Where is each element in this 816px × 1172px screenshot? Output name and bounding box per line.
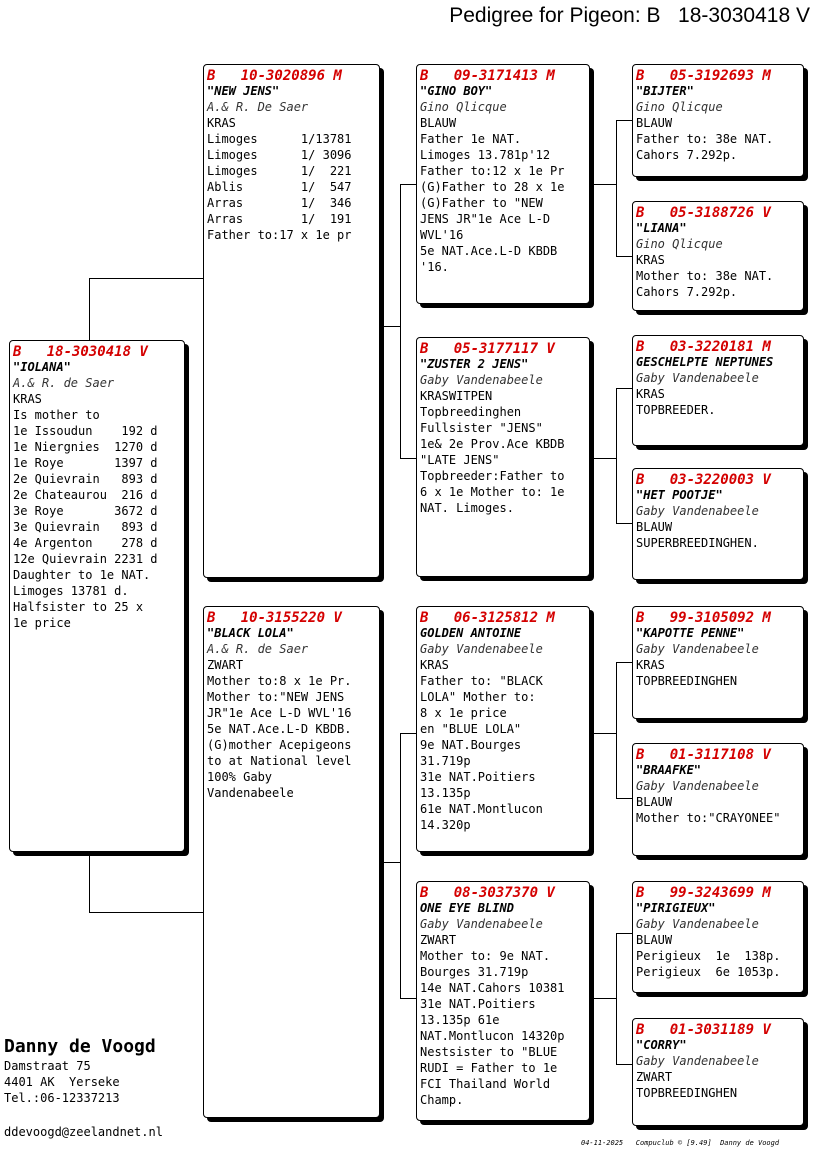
pigeon-info-line: SUPERBREEDINGHEN.	[636, 536, 759, 550]
pigeon-info-line: 14.320p	[420, 818, 471, 832]
pigeon-ring-number: B 10-3020896 M	[207, 68, 342, 84]
pigeon-breeder: Gaby Vandenabeele	[420, 373, 543, 387]
pigeon-info-line: Cahors 7.292p.	[636, 148, 738, 162]
pigeon-info-line: BLAUW	[636, 795, 673, 809]
pigeon-info-line: Topbreeder:Father to	[420, 469, 565, 483]
pigeon-info-line: 14e NAT.Cahors 10381	[420, 981, 565, 995]
connector-line	[400, 733, 416, 734]
pigeon-card-fmm	[632, 468, 804, 580]
pigeon-info-line: 2e Quievrain 893 d	[13, 472, 158, 486]
pigeon-name: GESCHELPTE NEPTUNES	[636, 355, 774, 369]
pigeon-breeder: A.& R. De Saer	[207, 100, 309, 114]
pigeon-name: "HET POOTJE"	[636, 488, 723, 502]
pigeon-info-line: Limoges 13781 d.	[13, 584, 129, 598]
pigeon-info-line: 13.135p 61e	[420, 1013, 500, 1027]
pigeon-ring-number: B 01-3117108 V	[636, 747, 771, 763]
pigeon-info-line: 1e Roye 1397 d	[13, 456, 158, 470]
pigeon-info-line: Fullsister "JENS"	[420, 421, 543, 435]
pigeon-info-line: BLAUW	[636, 116, 673, 130]
pigeon-breeder: Gaby Vandenabeele	[420, 917, 543, 931]
owner-name: Danny de Voogd	[4, 1036, 156, 1057]
pigeon-breeder: Gaby Vandenabeele	[636, 779, 759, 793]
pigeon-info-line: Mother to:8 x 1e Pr.	[207, 674, 352, 688]
pigeon-info-line: LOLA" Mother to:	[420, 690, 536, 704]
pigeon-info-line: (G)Father to "NEW	[420, 196, 543, 210]
pigeon-breeder: Gaby Vandenabeele	[636, 371, 759, 385]
pigeon-info-line: KRAS	[636, 658, 665, 672]
page-title: Pedigree for Pigeon: B 18-3030418 V	[449, 4, 810, 27]
pigeon-card-fff	[632, 64, 804, 177]
connector-line	[616, 933, 632, 934]
pigeon-info-line: 6 x 1e Mother to: 1e	[420, 485, 565, 499]
pigeon-info-line: TOPBREEDER.	[636, 403, 716, 417]
connector-line	[89, 278, 203, 279]
connector-line	[616, 662, 632, 663]
pigeon-info-line: Is mother to	[13, 408, 100, 422]
connector-line	[380, 862, 400, 863]
pigeon-card-mother	[203, 606, 380, 1118]
pigeon-breeder: Gaby Vandenabeele	[636, 917, 759, 931]
owner-block	[4, 1036, 156, 1106]
pigeon-info-line: "LATE JENS"	[420, 453, 500, 467]
pigeon-card-father	[203, 64, 380, 578]
pigeon-info-line: ZWART	[207, 658, 244, 672]
pigeon-info-line: Arras 1/ 346	[207, 196, 352, 210]
pigeon-name: ONE EYE BLIND	[420, 901, 514, 915]
pigeon-info-line: (G)Father to 28 x 1e	[420, 180, 565, 194]
pigeon-name: "LIANA"	[636, 221, 687, 235]
pigeon-info-line: ZWART	[420, 933, 457, 947]
pigeon-info-line: Mother to:"NEW JENS	[207, 690, 345, 704]
pigeon-info-line: JR"1e Ace L-D WVL'16	[207, 706, 352, 720]
pigeon-info-line: KRAS	[207, 116, 236, 130]
pigeon-info-line: BLAUW	[636, 933, 673, 947]
pigeon-info-line: Limoges 1/13781	[207, 132, 352, 146]
pigeon-info-line: en "BLUE LOLA"	[420, 722, 522, 736]
owner-street: Damstraat 75	[4, 1059, 91, 1073]
pigeon-card-mff	[632, 606, 804, 719]
pigeon-info-line: 5e NAT.Ace.L-D KBDB	[420, 244, 558, 258]
pigeon-name: "GINO BOY"	[420, 84, 493, 98]
pigeon-info-line: Father to: "BLACK	[420, 674, 543, 688]
pigeon-info-line: KRAS	[13, 392, 42, 406]
pigeon-info-line: KRAS	[420, 658, 449, 672]
pigeon-info-line: Perigieux 6e 1053p.	[636, 965, 781, 979]
pigeon-info-line: 5e NAT.Ace.L-D KBDB.	[207, 722, 352, 736]
pigeon-info-line: KRAS	[636, 253, 665, 267]
pigeon-info-line: Halfsister to 25 x	[13, 600, 144, 614]
pigeon-ring-number: B 05-3192693 M	[636, 68, 771, 84]
pigeon-card-ff	[416, 64, 590, 304]
pigeon-ring-number: B 01-3031189 V	[636, 1022, 771, 1038]
pigeon-breeder: Gaby Vandenabeele	[636, 504, 759, 518]
pigeon-ring-number: B 05-3188726 V	[636, 205, 771, 221]
connector-line	[400, 998, 416, 999]
pigeon-info-line: BLAUW	[420, 116, 457, 130]
pigeon-ring-number: B 10-3155220 V	[207, 610, 342, 626]
pigeon-info-line: 8 x 1e price	[420, 706, 507, 720]
pigeon-info-line: 4e Argenton 278 d	[13, 536, 158, 550]
pigeon-breeder: Gino Qlicque	[420, 100, 507, 114]
pigeon-ring-number: B 06-3125812 M	[420, 610, 555, 626]
pigeon-info-line: 1e Niergnies 1270 d	[13, 440, 158, 454]
pigeon-info-line: Cahors 7.292p.	[636, 285, 738, 299]
pigeon-info-line: 100% Gaby	[207, 770, 273, 784]
owner-email: ddevoogd@zeelandnet.nl	[4, 1125, 163, 1139]
connector-line	[89, 278, 90, 340]
pigeon-info-line: Mother to: 38e NAT.	[636, 269, 774, 283]
pigeon-info-line: Father to:17 x 1e pr	[207, 228, 352, 242]
connector-line	[590, 458, 616, 459]
pigeon-name: "BLACK LOLA"	[207, 626, 294, 640]
pigeon-name: "BRAAFKE"	[636, 763, 702, 777]
connector-line	[400, 184, 416, 185]
footer-credit: 04-11-2025 Compuclub © [9.49] Danny de Voogd	[581, 1139, 780, 1147]
pigeon-info-line: Father to: 38e NAT.	[636, 132, 774, 146]
pigeon-info-line: FCI Thailand World	[420, 1077, 551, 1091]
pigeon-info-line: 2e Chateaurou 216 d	[13, 488, 158, 502]
pigeon-card-mmm	[632, 1018, 804, 1126]
pigeon-info-line: WVL'16	[420, 228, 464, 242]
pigeon-info-line: 13.135p	[420, 786, 471, 800]
connector-line	[616, 120, 617, 257]
connector-line	[590, 733, 616, 734]
pigeon-info-line: 12e Quievrain 2231 d	[13, 552, 158, 566]
pigeon-info-line: Limoges 1/ 221	[207, 164, 352, 178]
pigeon-info-line: Vandenabeele	[207, 786, 294, 800]
pigeon-card-fmf	[632, 335, 804, 446]
connector-line	[616, 933, 617, 1065]
pigeon-name: "NEW JENS"	[207, 84, 280, 98]
connector-line	[616, 1064, 632, 1065]
pigeon-card-mmf	[632, 881, 804, 993]
pigeon-name: "ZUSTER 2 JENS"	[420, 357, 529, 371]
pigeon-ring-number: B 99-3105092 M	[636, 610, 771, 626]
pigeon-name: "KAPOTTE PENNE"	[636, 626, 745, 640]
pigeon-ring-number: B 18-3030418 V	[13, 344, 148, 360]
pigeon-ring-number: B 99-3243699 M	[636, 885, 771, 901]
pigeon-name: "IOLANA"	[13, 360, 71, 374]
connector-line	[400, 458, 416, 459]
pigeon-info-line: TOPBREEDINGHEN	[636, 1086, 738, 1100]
pigeon-card-ffm	[632, 201, 804, 311]
pigeon-info-line: ZWART	[636, 1070, 673, 1084]
pigeon-info-line: to at National level	[207, 754, 352, 768]
pigeon-info-line: Father 1e NAT.	[420, 132, 522, 146]
pigeon-breeder: Gino Qlicque	[636, 100, 723, 114]
pigeon-card-mm	[416, 881, 590, 1121]
pigeon-info-line: 1e Issoudun 192 d	[13, 424, 158, 438]
pigeon-info-line: Perigieux 1e 138p.	[636, 949, 781, 963]
connector-line	[616, 256, 632, 257]
pigeon-info-line: NAT.Montlucon 14320p	[420, 1029, 565, 1043]
connector-line	[89, 852, 90, 913]
pigeon-ring-number: B 03-3220181 M	[636, 339, 771, 355]
connector-line	[590, 184, 616, 185]
pigeon-info-line: Arras 1/ 191	[207, 212, 352, 226]
pigeon-card-mfm	[632, 743, 804, 856]
pigeon-info-line: 1e& 2e Prov.Ace KBDB	[420, 437, 565, 451]
pigeon-ring-number: B 09-3171413 M	[420, 68, 555, 84]
pigeon-info-line: Daughter to 1e NAT.	[13, 568, 151, 582]
pigeon-info-line: Bourges 31.719p	[420, 965, 529, 979]
pigeon-info-line: Champ.	[420, 1093, 464, 1107]
pigeon-info-line: Mother to: 9e NAT.	[420, 949, 551, 963]
pigeon-info-line: Father to:12 x 1e Pr	[420, 164, 565, 178]
connector-line	[616, 523, 632, 524]
pigeon-info-line: 31.719p	[420, 754, 471, 768]
pigeon-info-line: Limoges 1/ 3096	[207, 148, 352, 162]
pigeon-info-line: Ablis 1/ 547	[207, 180, 352, 194]
pigeon-name: "PIRIGIEUX"	[636, 901, 716, 915]
connector-line	[616, 388, 632, 389]
pigeon-info-line: KRAS	[636, 387, 665, 401]
pigeon-ring-number: B 08-3037370 V	[420, 885, 555, 901]
pigeon-info-line: Nestsister to "BLUE	[420, 1045, 558, 1059]
connector-line	[616, 798, 632, 799]
pigeon-breeder: Gaby Vandenabeele	[636, 642, 759, 656]
pigeon-info-line: NAT. Limoges.	[420, 501, 514, 515]
pigeon-info-line: TOPBREEDINGHEN	[636, 674, 738, 688]
pigeon-info-line: Mother to:"CRAYONEE"	[636, 811, 781, 825]
pigeon-info-line: BLAUW	[636, 520, 673, 534]
connector-line	[400, 733, 401, 999]
connector-line	[590, 998, 616, 999]
owner-tel: Tel.:06-12337213	[4, 1091, 120, 1105]
pigeon-info-line: 9e NAT.Bourges	[420, 738, 522, 752]
pigeon-name: "BIJTER"	[636, 84, 694, 98]
pigeon-info-line: 3e Quievrain 893 d	[13, 520, 158, 534]
pigeon-info-line: JENS JR"1e Ace L-D	[420, 212, 551, 226]
connector-line	[616, 120, 632, 121]
pigeon-ring-number: B 05-3177117 V	[420, 341, 555, 357]
pigeon-info-line: 31e NAT.Poitiers	[420, 770, 536, 784]
pigeon-info-line: 31e NAT.Poitiers	[420, 997, 536, 1011]
pigeon-info-line: '16.	[420, 260, 449, 274]
pigeon-card-mf	[416, 606, 590, 852]
pigeon-info-line: (G)mother Acepigeons	[207, 738, 352, 752]
owner-city: 4401 AK Yerseke	[4, 1075, 120, 1089]
connector-line	[89, 912, 203, 913]
connector-line	[616, 662, 617, 799]
pigeon-ring-number: B 03-3220003 V	[636, 472, 771, 488]
connector-line	[400, 184, 401, 459]
connector-line	[380, 326, 400, 327]
pigeon-info-line: RUDI = Father to 1e	[420, 1061, 558, 1075]
pigeon-breeder: A.& R. de Saer	[207, 642, 309, 656]
pigeon-breeder: A.& R. de Saer	[13, 376, 115, 390]
pigeon-info-line: KRASWITPEN	[420, 389, 493, 403]
pigeon-info-line: 1e price	[13, 616, 71, 630]
pigeon-info-line: 3e Roye 3672 d	[13, 504, 158, 518]
pigeon-card-fm	[416, 337, 590, 577]
pigeon-info-line: Topbreedinghen	[420, 405, 522, 419]
pigeon-breeder: Gino Qlicque	[636, 237, 723, 251]
pigeon-info-line: 61e NAT.Montlucon	[420, 802, 543, 816]
pigeon-name: "CORRY"	[636, 1038, 687, 1052]
pigeon-breeder: Gaby Vandenabeele	[420, 642, 543, 656]
pigeon-name: GOLDEN ANTOINE	[420, 626, 522, 640]
pigeon-info-line: Limoges 13.781p'12	[420, 148, 551, 162]
connector-line	[616, 388, 617, 524]
pigeon-card-subject	[9, 340, 185, 852]
pigeon-breeder: Gaby Vandenabeele	[636, 1054, 759, 1068]
